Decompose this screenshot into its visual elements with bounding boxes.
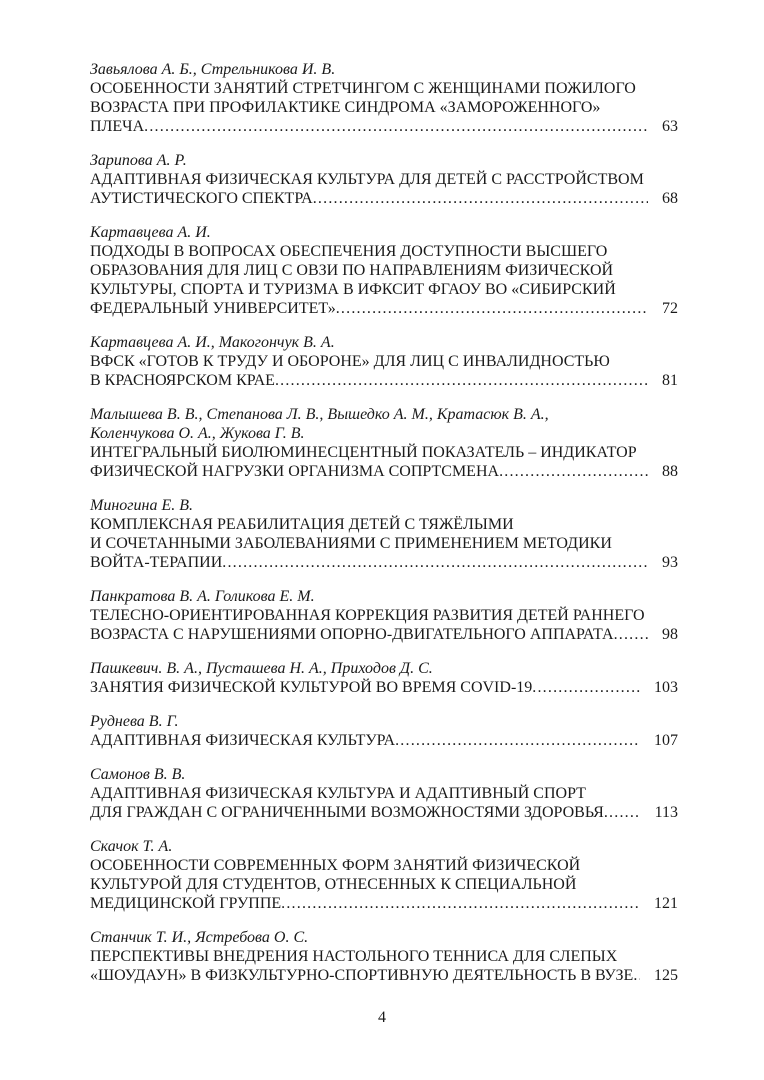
dot-leader [604,803,641,822]
dot-leader [144,117,648,136]
entry-title-text: ФИЗИЧЕСКОЙ НАГРУЗКИ ОРГАНИЗМА СОПРТСМЕНА [90,463,500,480]
entry-title-text: ВОЙТА-ТЕРАПИИ [90,554,223,571]
toc-entry [90,333,678,390]
entry-author-line: Коленчукова О. А., Жукова Г. В. [90,425,305,442]
toc-entry [90,405,678,481]
entry-title-text: ВОЗРАСТА С НАРУШЕНИЯМИ ОПОРНО-ДВИГАТЕЛЬНОГО АППАРАТА [90,626,614,643]
entry-title-last-line [90,894,678,913]
entry-author-line: Руднева В. Г. [90,713,179,730]
entry-authors [90,405,678,443]
entry-title-text: ПЛЕЧА [90,118,145,135]
entry-author-line: Картавцева А. И. [90,224,211,241]
entry-title-last-line [90,966,678,985]
entry-title-last-line [90,553,678,572]
entry-title-text: «ШОУДАУН» В ФИЗКУЛЬТУРНО-СПОРТИВНУЮ ДЕЯТЕЛЬНОСТЬ В ВУЗЕ [90,967,634,984]
entry-title [90,242,678,318]
entry-title-last-line [90,462,678,481]
toc-entry [90,765,678,822]
entry-title-text: ЗАНЯТИЯ ФИЗИЧЕСКОЙ КУЛЬТУРОЙ ВО ВРЕМЯ COVID-19 [90,679,533,696]
entry-author-line: Малышева В. В., Степанова Л. В., Вышедко А. М., Кратасюк В. А., [90,406,549,423]
entry-title-line: ПОДХОДЫ В ВОПРОСАХ ОБЕСПЕЧЕНИЯ ДОСТУПНОСТИ ВЫСШЕГО [90,243,608,260]
entry-title [90,731,678,750]
entry-title-last-line [90,117,678,136]
entry-page-number: 113 [654,804,678,821]
dot-leader [499,462,648,481]
dot-leader [275,371,648,390]
entry-title-line: ТЕЛЕСНО-ОРИЕНТИРОВАННАЯ КОРРЕКЦИЯ РАЗВИТИЯ ДЕТЕЙ РАННЕГО [90,607,645,624]
entry-authors [90,60,678,79]
entry-title [90,856,678,913]
toc-entry [90,496,678,572]
toc-entry [90,223,678,318]
entry-page-number: 98 [662,626,678,643]
toc-entry [90,712,678,750]
dot-leader [395,731,640,750]
entry-title-line: КУЛЬТУРОЙ ДЛЯ СТУДЕНТОВ, ОТНЕСЕННЫХ К СПЕЦИАЛЬНОЙ [90,876,577,893]
entry-title-line: АДАПТИВНАЯ ФИЗИЧЕСКАЯ КУЛЬТУРА И АДАПТИВНЫЙ СПОРТ [90,785,586,802]
dot-leader [532,678,640,697]
entry-author-line: Миногина Е. В. [90,497,193,514]
entry-title-last-line [90,299,678,318]
entry-page-number: 107 [654,732,678,749]
entry-page-number: 93 [662,554,678,571]
entry-authors [90,151,678,170]
entry-title-text: МЕДИЦИНСКОЙ ГРУППЕ [90,895,282,912]
dot-leader [614,625,648,644]
entry-author-line: Пашкевич. В. А., Пусташева Н. А., Приходов Д. С. [90,660,433,677]
entry-page-number: 72 [662,300,678,317]
entry-title-last-line [90,678,678,697]
dot-leader [281,894,640,913]
entry-page-number: 81 [662,372,678,389]
page-number: 4 [378,1009,386,1026]
entry-authors [90,587,678,606]
entry-title-text: АУТИСТИЧЕСКОГО СПЕКТРА [90,190,313,207]
dot-leader [222,553,648,572]
entry-author-line: Панкратова В. А. Голикова Е. М. [90,588,315,605]
entry-author-line: Зарипова А. Р. [90,152,187,169]
toc-entry [90,659,678,697]
entry-title-text: В КРАСНОЯРСКОМ КРАЕ [90,372,275,389]
entry-title-last-line [90,731,678,750]
dot-leader [313,189,648,208]
toc-entry [90,151,678,208]
entry-page-number: 68 [662,190,678,207]
entry-title-text: ДЛЯ ГРАЖДАН С ОГРАНИЧЕННЫМИ ВОЗМОЖНОСТЯМИ ЗДОРОВЬЯ [90,804,604,821]
dot-leader [633,966,640,985]
entry-authors [90,928,678,947]
entry-title-last-line [90,803,678,822]
entry-title-line: ВОЗРАСТА ПРИ ПРОФИЛАКТИКЕ СИНДРОМА «ЗАМОРОЖЕННОГО» [90,99,601,116]
entry-author-line: Скачок Т. А. [90,838,173,855]
entry-authors [90,496,678,515]
entry-page-number: 121 [654,895,678,912]
entry-authors [90,837,678,856]
entry-title-last-line [90,371,678,390]
entry-author-line: Самонов В. В. [90,766,186,783]
toc-entry [90,837,678,913]
entry-title [90,170,678,208]
entry-title-line: ПЕРСПЕКТИВЫ ВНЕДРЕНИЯ НАСТОЛЬНОГО ТЕННИСА ДЛЯ СЛЕПЫХ [90,948,618,965]
entry-title-line: ОБРАЗОВАНИЯ ДЛЯ ЛИЦ С ОВЗИ ПО НАПРАВЛЕНИЯМ ФИЗИЧЕСКОЙ [90,262,614,279]
entry-author-line: Станчик Т. И., Ястребова О. С. [90,929,309,946]
entry-title [90,79,678,136]
entry-page-number: 125 [654,967,678,984]
toc-entry [90,60,678,136]
entry-title [90,352,678,390]
entry-title-text: АДАПТИВНАЯ ФИЗИЧЕСКАЯ КУЛЬТУРА [90,732,396,749]
entry-title [90,606,678,644]
entry-authors [90,333,678,352]
entry-page-number: 63 [662,118,678,135]
entry-title-line: АДАПТИВНАЯ ФИЗИЧЕСКАЯ КУЛЬТУРА ДЛЯ ДЕТЕЙ С РАССТРОЙСТВОМ [90,171,644,188]
entry-title [90,678,678,697]
entry-page-number: 103 [654,679,678,696]
entry-author-line: Картавцева А. И., Макогончук В. А. [90,334,335,351]
dot-leader [336,299,648,318]
entry-authors [90,223,678,242]
entry-page-number: 88 [662,463,678,480]
entry-title-line: КОМПЛЕКСНАЯ РЕАБИЛИТАЦИЯ ДЕТЕЙ С ТЯЖЁЛЫМИ [90,516,514,533]
entry-title-line: ОСОБЕННОСТИ ЗАНЯТИЙ СТРЕТЧИНГОМ С ЖЕНЩИНАМИ ПОЖИЛОГО [90,80,636,97]
toc-list [90,60,678,1000]
entry-authors [90,712,678,731]
entry-authors [90,659,678,678]
toc-entry [90,587,678,644]
entry-title [90,443,678,481]
entry-title-line: ИНТЕГРАЛЬНЫЙ БИОЛЮМИНЕСЦЕНТНЫЙ ПОКАЗАТЕЛЬ – ИНДИКАТОР [90,444,637,461]
entry-authors [90,765,678,784]
entry-title-line: ВФСК «ГОТОВ К ТРУДУ И ОБОРОНЕ» ДЛЯ ЛИЦ С ИНВАЛИДНОСТЬЮ [90,353,610,370]
entry-title-line: ОСОБЕННОСТИ СОВРЕМЕННЫХ ФОРМ ЗАНЯТИЙ ФИЗИЧЕСКОЙ [90,857,581,874]
entry-title [90,784,678,822]
entry-title-last-line [90,625,678,644]
entry-title-text: ФЕДЕРАЛЬНЫЙ УНИВЕРСИТЕТ» [90,300,336,317]
entry-title [90,515,678,572]
entry-author-line: Завьялова А. Б., Стрельникова И. В. [90,61,336,78]
entry-title-line: КУЛЬТУРЫ, СПОРТА И ТУРИЗМА В ИФКСИТ ФГАОУ ВО «СИБИРСКИЙ [90,281,616,298]
entry-title-last-line [90,189,678,208]
entry-title [90,947,678,985]
toc-entry [90,928,678,985]
entry-title-line: И СОЧЕТАННЫМИ ЗАБОЛЕВАНИЯМИ С ПРИМЕНЕНИЕМ МЕТОДИКИ [90,535,612,552]
